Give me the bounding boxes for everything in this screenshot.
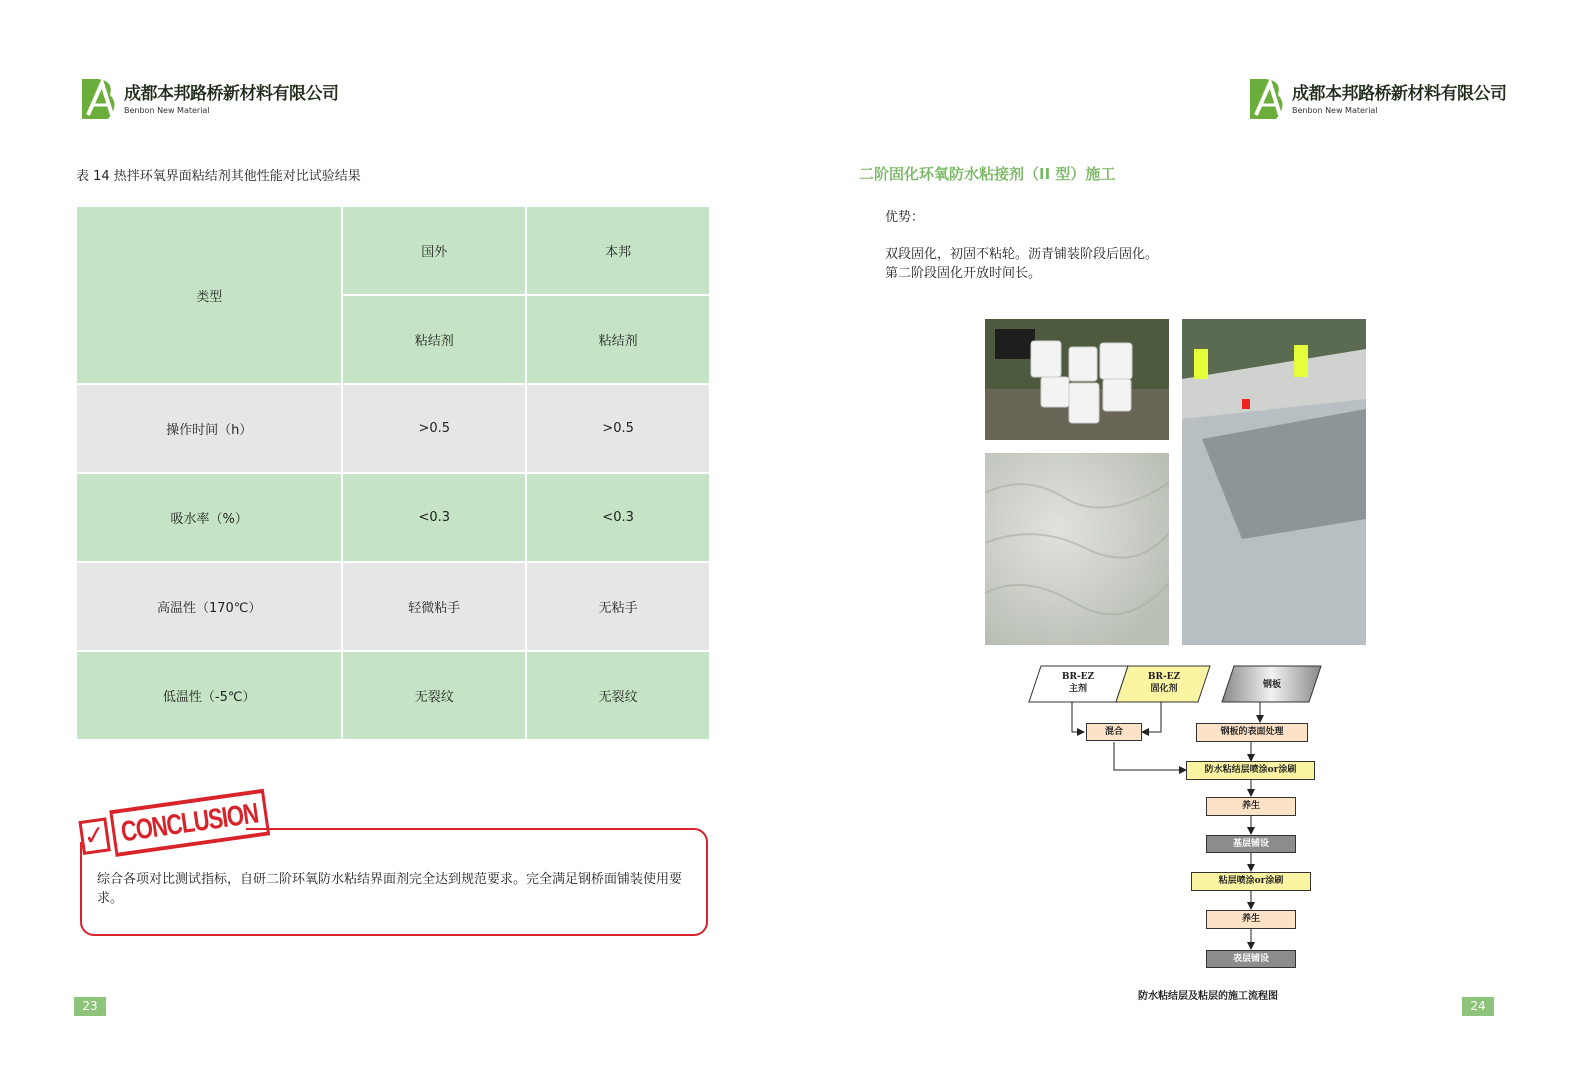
advantage-label: 优势： bbox=[885, 210, 925, 225]
row-value-foreign: <0.3 bbox=[342, 473, 526, 562]
flow-step-mix: 混合 bbox=[1086, 723, 1142, 741]
table-row bbox=[76, 651, 710, 740]
flow-input-steel: 钢板 bbox=[1262, 680, 1281, 690]
company-name-cn: 成都本邦路桥新材料有限公司 bbox=[1292, 84, 1507, 104]
col-sub-benbon: 粘结剂 bbox=[526, 295, 710, 384]
table-row bbox=[76, 384, 710, 473]
page-number: 24 bbox=[1462, 997, 1494, 1016]
table-row bbox=[76, 473, 710, 562]
process-flowchart bbox=[1028, 665, 1328, 985]
flow-step-surface: 钢板的表面处理 bbox=[1196, 723, 1308, 742]
row-value-foreign: >0.5 bbox=[342, 384, 526, 473]
comparison-table bbox=[75, 205, 711, 741]
company-name-cn: 成都本邦路桥新材料有限公司 bbox=[124, 84, 339, 104]
flowchart-caption: 防水粘结层及粘层的施工流程图 bbox=[1138, 991, 1278, 1002]
photo-buckets bbox=[985, 319, 1169, 440]
flow-step-top: 表层铺设 bbox=[1206, 950, 1296, 968]
page-number: 23 bbox=[74, 997, 106, 1016]
type-header: 类型 bbox=[76, 206, 342, 384]
advantage-line: 双段固化，初固不粘轮。沥青铺装阶段后固化。 bbox=[885, 247, 1159, 262]
table-caption: 表 14 热拌环氧界面粘结剂其他性能对比试验结果 bbox=[76, 169, 361, 184]
flow-step-cure1: 养生 bbox=[1206, 797, 1296, 816]
photo-surface-texture bbox=[985, 453, 1169, 645]
flow-input-hardener: BR-EZ 固化剂 bbox=[1147, 672, 1181, 694]
flow-step-base: 基层铺设 bbox=[1206, 835, 1296, 853]
col-header-foreign: 国外 bbox=[342, 206, 526, 295]
checkmark-icon: ✓ bbox=[78, 817, 110, 855]
row-value-benbon: <0.3 bbox=[526, 473, 710, 562]
company-logo bbox=[80, 75, 339, 121]
row-label: 低温性（-5℃） bbox=[76, 651, 342, 740]
col-sub-foreign: 粘结剂 bbox=[342, 295, 526, 384]
company-name-en: Benbon New Material bbox=[1292, 106, 1378, 115]
row-value-foreign: 轻微粘手 bbox=[342, 562, 526, 651]
row-label: 操作时间（h） bbox=[76, 384, 342, 473]
benbon-logo-icon bbox=[1248, 75, 1286, 121]
conclusion-text: 综合各项对比测试指标，自研二阶环氧防水粘结界面剂完全达到规范要求。完全满足钢桥面铺装使用要求。 bbox=[97, 872, 683, 906]
company-name-en: Benbon New Material bbox=[124, 106, 210, 115]
row-value-benbon: 无粘手 bbox=[526, 562, 710, 651]
row-value-foreign: 无裂纹 bbox=[342, 651, 526, 740]
flow-step-cure2: 养生 bbox=[1206, 910, 1296, 929]
table-row bbox=[76, 562, 710, 651]
photo-workers bbox=[1182, 319, 1366, 645]
row-label: 高温性（170℃） bbox=[76, 562, 342, 651]
col-header-benbon: 本邦 bbox=[526, 206, 710, 295]
row-value-benbon: >0.5 bbox=[526, 384, 710, 473]
benbon-logo-icon bbox=[80, 75, 118, 121]
row-value-benbon: 无裂纹 bbox=[526, 651, 710, 740]
advantage-line: 第二阶段固化开放时间长。 bbox=[885, 266, 1042, 281]
left-page bbox=[0, 0, 797, 1090]
company-logo bbox=[1248, 75, 1507, 121]
section-title: 二阶固化环氧防水粘接剂（II 型）施工 bbox=[859, 165, 1116, 183]
right-page bbox=[798, 0, 1595, 1090]
flow-input-main: BR-EZ 主剂 bbox=[1061, 672, 1095, 694]
flow-step-spray2: 粘层喷涂or涂刷 bbox=[1191, 872, 1311, 891]
flow-step-spray1: 防水粘结层喷涂or涂刷 bbox=[1186, 761, 1315, 780]
row-label: 吸水率（%） bbox=[76, 473, 342, 562]
conclusion-stamp-word: CONCLUSION bbox=[109, 789, 270, 857]
